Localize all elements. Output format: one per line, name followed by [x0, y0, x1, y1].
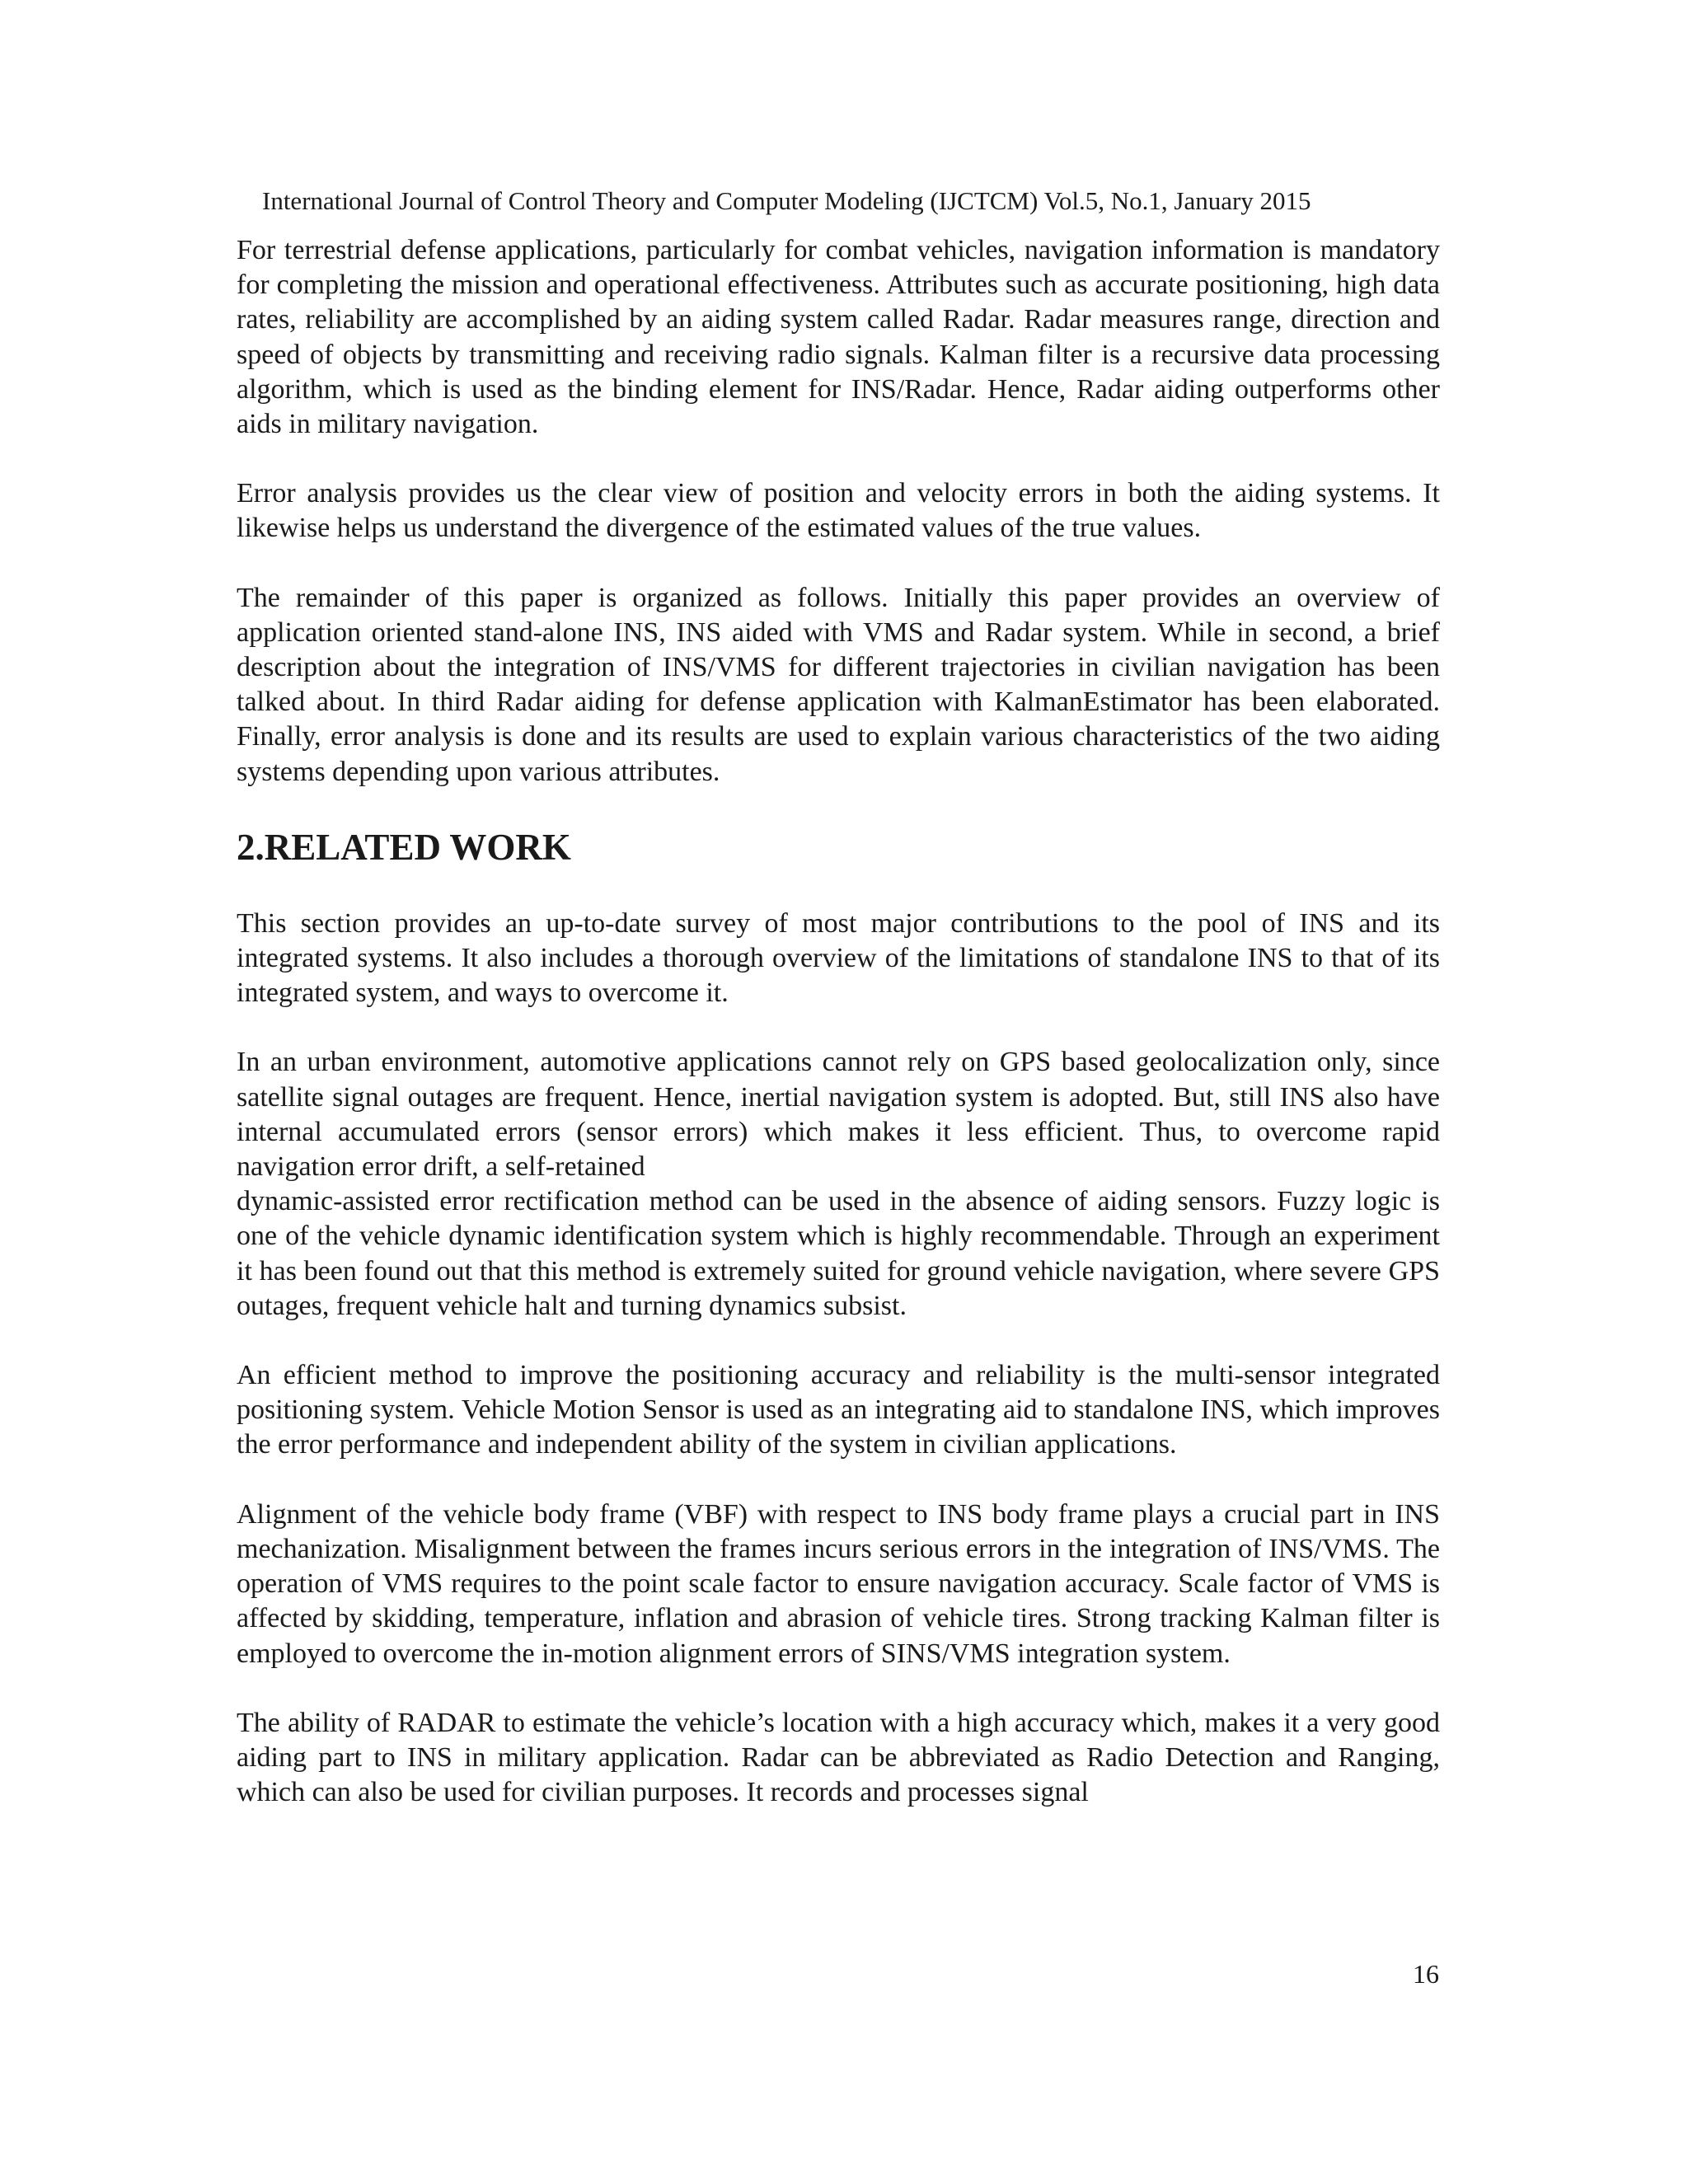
- paragraph-urban-environment: In an urban environment, automotive applications cannot rely on GPS based geolocalization only, since satellite signal outages are frequent. Hence, inertial navigation system is adopted. But, still INS also have internal accumulated errors (sensor errors) which makes it less efficient. Thus, to overcome rapid navigation error drift, a self-retained: [237, 1047, 1440, 1183]
- paragraph-error-analysis: Error analysis provides us the clear view of position and velocity errors in both the aiding systems. It likewise helps us understand the divergence of the estimated values of the true values.: [237, 478, 1440, 544]
- section-heading-related-work: 2.RELATED WORK: [237, 826, 571, 868]
- paragraph-multi-sensor: An efficient method to improve the positioning accuracy and reliability is the multi-sensor integrated positioning system. Vehicle Motion Sensor is used as an integrating aid to standalone INS, which improves the error performance and independent ability of the system in civilian applications.: [237, 1360, 1440, 1460]
- paragraph-radar-aiding: For terrestrial defense applications, particularly for combat vehicles, navigation information is mandatory for completing the mission and operational effectiveness. Attributes such as accurate positioning, high data rates, reliability are accomplished by an aiding system called Radar. Radar measures range, direction and speed of objects by transmitting and receiving radio signals. Kalman filter is a recursive data processing algorithm, which is used as the binding element for INS/Radar. Hence, Radar aiding outperforms other aids in military navigation.: [237, 235, 1440, 440]
- paragraph-fuzzy-logic: dynamic-assisted error rectification method can be used in the absence of aiding sensors. Fuzzy logic is one of the vehicle dynamic identification system which is highly recommendable. Through an experiment it has been found out that this method is extremely suited for ground vehicle navigation, where severe GPS outages, frequent vehicle halt and turning dynamics subsist.: [237, 1186, 1440, 1321]
- running-header: International Journal of Control Theory and Computer Modeling (IJCTCM) Vol.5, No.1, January 2015: [262, 186, 1311, 215]
- paragraph-survey-overview: This section provides an up-to-date survey of most major contributions to the pool of INS and its integrated systems. It also includes a thorough overview of the limitations of standalone INS to that of its integrated system, and ways to overcome it.: [237, 907, 1440, 1009]
- paragraph-paper-organization: The remainder of this paper is organized as follows. Initially this paper provides an overview of application oriented stand-alone INS, INS aided with VMS and Radar system. While in second, a brief description about the integration of INS/VMS for different trajectories in civilian navigation has been talked about. In third Radar aiding for defense application with KalmanEstimator has been elaborated. Finally, error analysis is done and its results are used to explain various characteristics of the two aiding systems depending upon various attributes.: [237, 582, 1440, 787]
- page-number: 16: [1413, 1959, 1439, 1989]
- paragraph-radar-ability: The ability of RADAR to estimate the vehicle’s location with a high accuracy which, makes it a very good aiding part to INS in military application. Radar can be abbreviated as Radio Detection and Ranging, which can also be used for civilian purposes. It records and processes signal: [237, 1707, 1440, 1808]
- body-text: [237, 233, 1440, 1810]
- paragraph-vbf-alignment: Alignment of the vehicle body frame (VBF) with respect to INS body frame plays a crucial part in INS mechanization. Misalignment between the frames incurs serious errors in the integration of INS/VMS. The operation of VMS requires to the point scale factor to ensure navigation accuracy. Scale factor of VMS is affected by skidding, temperature, inflation and abrasion of vehicle tires. Strong tracking Kalman filter is employed to overcome the in-motion alignment errors of SINS/VMS integration system.: [237, 1498, 1440, 1669]
